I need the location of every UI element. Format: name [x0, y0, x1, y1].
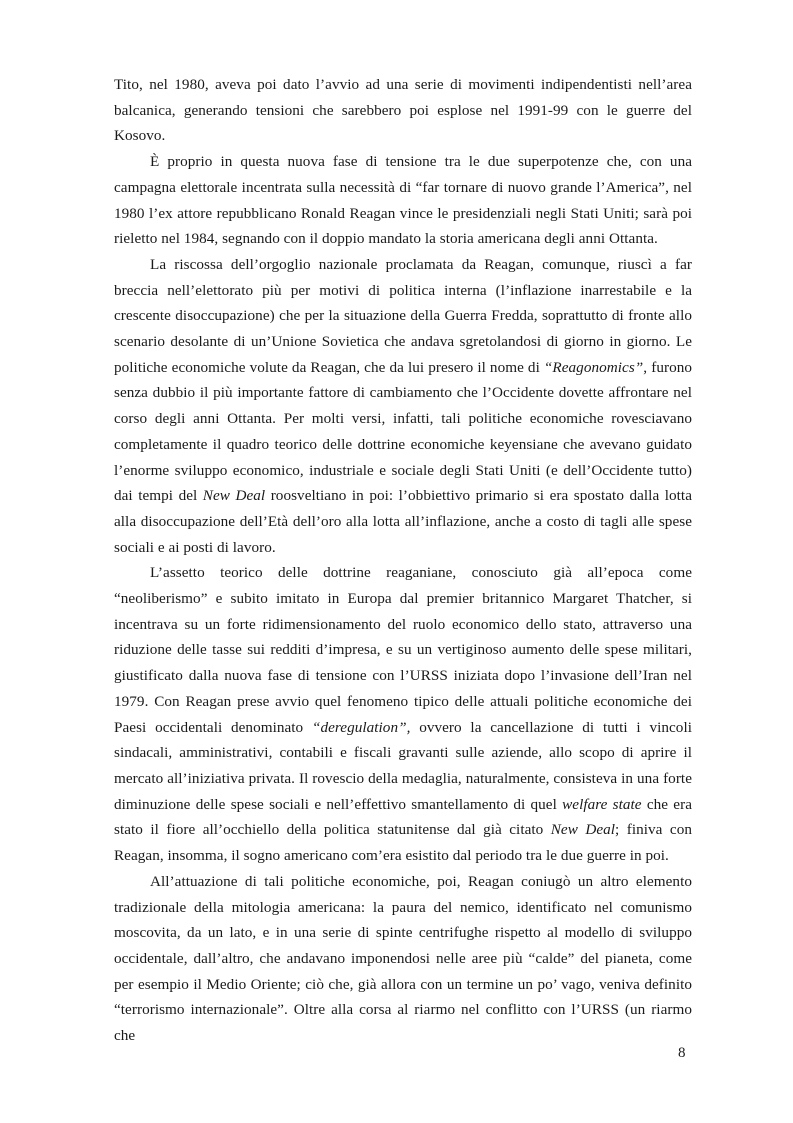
italic-text: New Deal	[550, 821, 616, 839]
paragraph	[114, 72, 692, 149]
text-run: , furono senza dubbio il più importante fattore di cambiamento che l’Occidente dovette affrontare nel corso degli anni Ottanta. Per molti versi, infatti, tali politiche economiche rovesciavano completamente il quadro teorico delle dottrine economiche keyensiane che avevano guidato l’enorme sviluppo economico, industriale e sociale degli Stati Uniti (e dell’Occidente tutto) dai tempi del	[114, 358, 692, 505]
text-run: L’assetto teorico delle dottrine reaganiane, conosciuto già all’epoca come “neoliberismo” e subito imitato in Europa dal premier britannico Margaret Thatcher, si incentrava su un forte ridimensionamento del ruolo economico dello stato, attraverso una riduzione delle tasse sui redditi d’impresa, e su un vertiginoso aumento delle spese militari, giustificato dalla nuova fase di tensione con l’URSS iniziata dopo l’invasione dell’Iran nel 1979. Con Reagan prese avvio quel fenomeno tipico delle attuali politiche economiche dei Paesi occidentali denominato	[114, 564, 692, 736]
paragraph	[114, 869, 692, 1049]
paragraph	[114, 560, 692, 868]
italic-text: welfare state	[562, 795, 642, 813]
text-run: All’attuazione di tali politiche economiche, poi, Reagan coniugò un altro elemento tradizionale della mitologia americana: la paura del nemico, identificato nel comunismo moscovita, da un lato, e in una serie di spinte centrifughe rispetto al modello di sviluppo occidentale, dall’altro, che andavano imponendosi nelle aree più “calde” del pianeta, come per esempio il Medio Oriente; ciò che, già allora con un termine un po’ vago, veniva definito “terrorismo internazionale”. Oltre alla corsa al riarmo nel conflitto con l’URSS (un riarmo che	[114, 872, 692, 1045]
text-run: La riscossa dell’orgoglio nazionale proclamata da Reagan, comunque, riuscì a far breccia nell’elettorato più per motivi di politica interna (l’inflazione inarrestabile e la crescente disoccupazione) che per la situazione della Guerra Fredda, soprattutto di fronte allo scenario desolante di un’Unione Sovietica che andava sgretolandosi di giorno in giorno. Le politiche economiche volute da Reagan, che da lui presero il nome di	[114, 255, 692, 376]
page-number: 8	[678, 1045, 686, 1061]
italic-text: New Deal	[202, 487, 266, 505]
italic-text: “deregulation”,	[311, 718, 411, 736]
text-run: È proprio in questa nuova fase di tensione tra le due superpotenze che, con una campagna elettorale incentrata sulla necessità di “far tornare di nuovo grande l’America”, nel 1980 l’ex attore repubblicano Ronald Reagan vince le presidenziali negli Stati Uniti; sarà poi rieletto nel 1984, segnando con il doppio mandato la storia americana degli anni Ottanta.	[114, 153, 692, 248]
italic-text: “Reagonomics”	[543, 358, 644, 376]
text-run: ; finiva con Reagan, insomma, il sogno americano com’era esistito dal periodo tra le due guerre in poi.	[114, 821, 692, 865]
text-run: Tito, nel 1980, aveva poi dato l’avvio ad una serie di movimenti indipendentisti nell’area balcanica, generando tensioni che sarebbero poi esplose nel 1991-99 con le guerre del Kosovo.	[114, 76, 692, 145]
text-run: ovvero la cancellazione di tutti i vincoli sindacali, amministrativi, contabili e fiscali gravanti sulle aziende, allo scopo di aprire il mercato all’iniziativa privata. Il rovescio della medaglia, naturalmente, consisteva in una forte diminuzione delle spese sociali e nell’effettivo smantellamento di quel	[114, 718, 692, 813]
body-text	[114, 72, 692, 1049]
text-run: che era stato il fiore all’occhiello della politica statunitense dal già citato	[114, 795, 692, 839]
paragraph	[114, 149, 692, 252]
paragraph	[114, 252, 692, 560]
text-run: roosveltiano in poi: l’obbiettivo primario si era spostato dalla lotta alla disoccupazione dell’Età dell’oro alla lotta all’inflazione, anche a costo di tagli alle spese sociali e ai posti di lavoro.	[114, 487, 692, 556]
